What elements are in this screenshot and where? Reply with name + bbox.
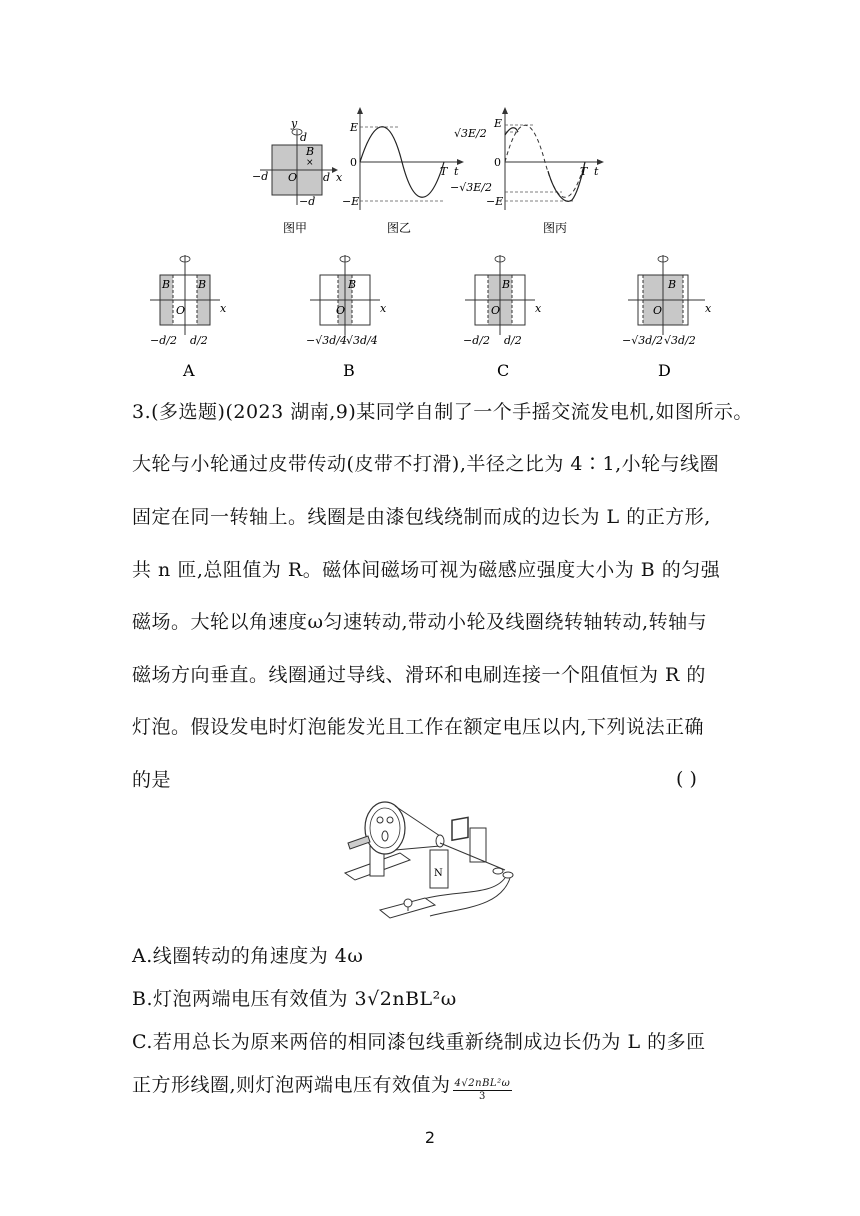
option-letter-b: B xyxy=(343,361,355,380)
answer-b: B.灯泡两端电压有效值为 3√2nBL²ω xyxy=(132,988,457,1010)
b-B1: B xyxy=(348,278,357,291)
a-x: x xyxy=(220,302,227,315)
d-x: x xyxy=(705,302,712,315)
jia-neg-d: −d xyxy=(252,170,269,183)
jia-d-top: d xyxy=(300,131,308,144)
d-O: O xyxy=(653,304,663,317)
bing-zero: 0 xyxy=(494,156,501,169)
question-line-3: 固定在同一转轴上。线圈是由漆包线绕制而成的边长为 L 的正方形, xyxy=(132,506,711,528)
a-O: O xyxy=(176,304,186,317)
yi-negE: −E xyxy=(342,195,360,208)
c-x: x xyxy=(535,302,542,315)
option-letter-c: C xyxy=(497,361,510,380)
bing-T: T xyxy=(580,165,588,178)
question-line-8: 的是 xyxy=(132,769,172,791)
fig-yi-label: 图乙 xyxy=(387,221,412,235)
yi-T: T xyxy=(440,165,448,178)
c-O: O xyxy=(491,304,501,317)
question-line-1: 3.(多选题)(2023 湖南,9)某同学自制了一个手摇交流发电机,如图所示。 xyxy=(132,401,753,423)
yi-t: t xyxy=(454,165,459,178)
d-B1: B xyxy=(668,278,677,291)
yi-zero: 0 xyxy=(350,156,357,169)
bing-E: E xyxy=(494,117,503,130)
option-fig-a xyxy=(150,255,227,347)
figure-yi xyxy=(342,107,464,210)
option-fig-c xyxy=(463,255,542,347)
bing-sqrt3E: √3E/2 xyxy=(454,127,487,140)
option-letter-a: A xyxy=(183,361,195,380)
question-line-7: 灯泡。假设发电时灯泡能发光且工作在额定电压以内,下列说法正确 xyxy=(132,716,705,738)
fraction-numerator: 4√2nBL²ω xyxy=(454,1077,511,1089)
fig-bing-label: 图丙 xyxy=(543,221,568,235)
a-B2: B xyxy=(198,278,207,291)
generator-illustration xyxy=(340,798,530,938)
option-figures xyxy=(140,250,720,380)
b-O: O xyxy=(336,304,346,317)
question-line-5: 磁场。大轮以角速度ω匀速转动,带动小轮及线圈绕转轴转动,转轴与 xyxy=(132,611,708,633)
question-line-2: 大轮与小轮通过皮带传动(皮带不打滑),半径之比为 4∶1,小轮与线圈 xyxy=(132,453,720,475)
answer-a: A.线圈转动的角速度为 4ω xyxy=(132,945,364,967)
answer-c-line-1: C.若用总长为原来两倍的相同漆包线重新绕制成边长仍为 L 的多匝 xyxy=(132,1031,706,1053)
bing-t: t xyxy=(594,165,599,178)
c-right-tick: d/2 xyxy=(504,334,522,347)
jia-cross: × xyxy=(306,158,314,168)
figure-bing xyxy=(450,107,604,210)
a-left-tick: −d/2 xyxy=(150,334,177,347)
answer-bracket: ( ) xyxy=(676,768,697,790)
c-left-tick: −d/2 xyxy=(463,334,490,347)
figure-jia xyxy=(252,117,343,208)
bing-negE: −E xyxy=(486,195,504,208)
jia-neg-d-bottom: −d xyxy=(299,195,316,208)
page-number: 2 xyxy=(424,1128,436,1147)
answer-c-text: 正方形线圈,则灯泡两端电压有效值为 xyxy=(132,1074,451,1096)
answer-c-fraction xyxy=(453,1078,513,1103)
bing-neg-sqrt3E: −√3E/2 xyxy=(450,181,492,194)
jia-d-right: d xyxy=(323,171,331,184)
yi-E: E xyxy=(350,121,359,134)
jia-B: B xyxy=(306,145,315,158)
c-B1: B xyxy=(502,278,511,291)
option-letter-d: D xyxy=(658,361,671,380)
d-left-tick: −√3d/2 xyxy=(622,334,663,347)
answer-c-line-2 xyxy=(132,1073,512,1102)
option-fig-b xyxy=(306,255,387,347)
question-line-6: 磁场方向垂直。线圈通过导线、滑环和电刷连接一个阻值恒为 R 的 xyxy=(132,664,706,686)
fig-jia-label: 图甲 xyxy=(283,221,308,235)
top-figures xyxy=(250,105,620,240)
jia-y-label: y xyxy=(291,117,298,130)
a-B1: B xyxy=(162,278,171,291)
magnet-n-label: N xyxy=(434,868,443,879)
b-left-tick: −√3d/4 xyxy=(306,334,347,347)
b-x: x xyxy=(380,302,387,315)
option-fig-d xyxy=(622,255,712,347)
fraction-denominator: 3 xyxy=(478,1090,486,1102)
jia-x-label: x xyxy=(336,171,343,184)
b-right-tick: √3d/4 xyxy=(346,334,378,347)
d-right-tick: √3d/2 xyxy=(664,334,696,347)
a-right-tick: d/2 xyxy=(190,334,208,347)
question-line-4: 共 n 匝,总阻值为 R。磁体间磁场可视为磁感应强度大小为 B 的匀强 xyxy=(132,559,721,581)
jia-origin: O xyxy=(288,171,298,184)
